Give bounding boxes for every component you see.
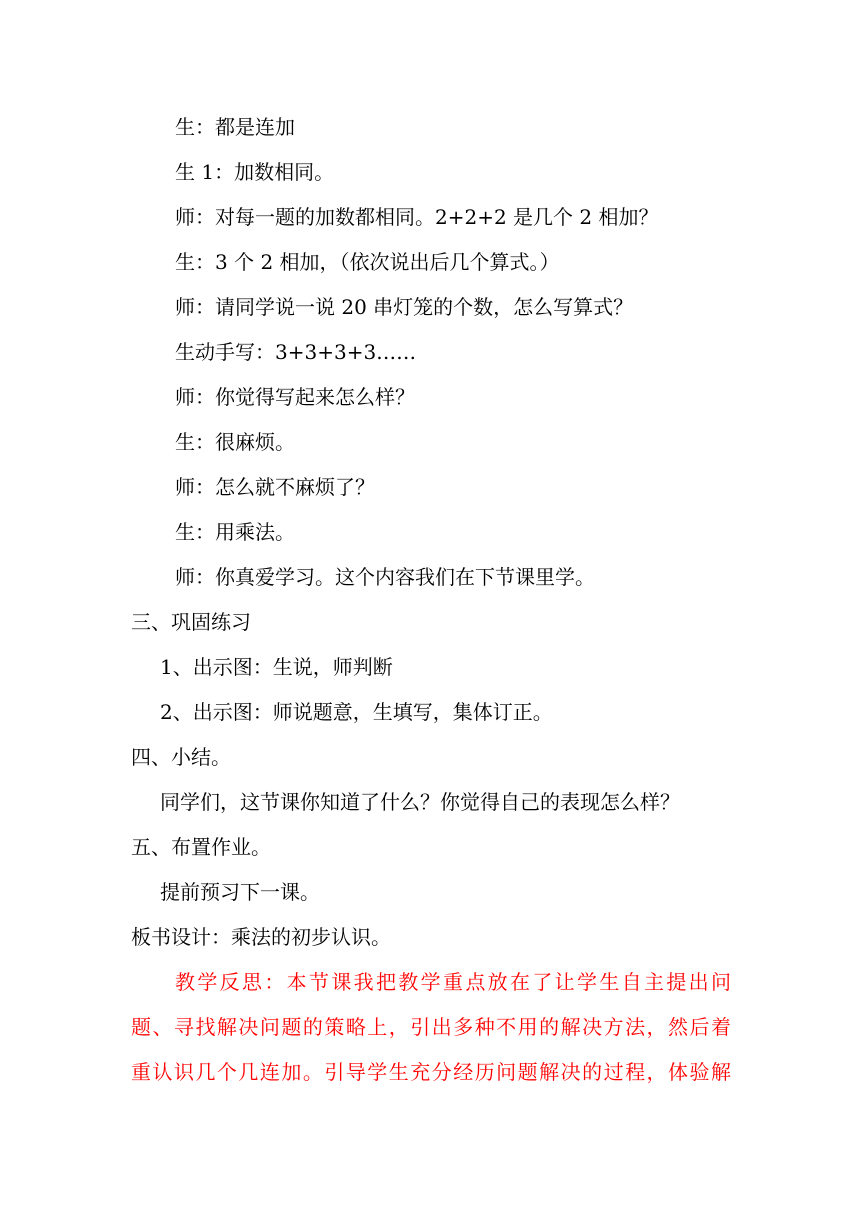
dialogue-line: 生：都是连加 [175, 115, 295, 139]
dialogue-line: 生动手写：3+3+3+3…… [175, 340, 417, 364]
paragraph: 同学们，这节课你知道了什么？你觉得自己的表现怎么样？ [160, 790, 680, 814]
dialogue-line: 师：你觉得写起来怎么样？ [175, 385, 415, 409]
paragraph: 提前预习下一课。 [160, 880, 320, 904]
dialogue-line: 生 1：加数相同。 [175, 160, 335, 184]
section-heading: 三、巩固练习 [131, 610, 251, 634]
dialogue-line: 生：很麻烦。 [175, 430, 295, 454]
dialogue-line: 师：对每一题的加数都相同。2+2+2 是几个 2 相加？ [175, 205, 659, 229]
section-heading: 五、布置作业。 [131, 835, 271, 859]
dialogue-line: 师：你真爱学习。这个内容我们在下节课里学。 [175, 565, 595, 589]
reflection-line: 重认识几个几连加。引导学生充分经历问题解决的过程，体验解 [131, 1060, 731, 1084]
list-item: 2、出示图：师说题意，生填写，集体订正。 [160, 700, 553, 724]
section-heading: 四、小结。 [131, 745, 231, 769]
dialogue-line: 师：请同学说一说 20 串灯笼的个数，怎么写算式？ [175, 295, 634, 319]
reflection-line: 题、寻找解决问题的策略上，引出多种不用的解决方法，然后着 [131, 1015, 731, 1039]
reflection-line: 教学反思：本节课我把教学重点放在了让学生自主提出问 [175, 970, 731, 994]
board-design: 板书设计：乘法的初步认识。 [131, 925, 391, 949]
dialogue-line: 生：3 个 2 相加，（依次说出后几个算式。） [175, 250, 560, 274]
dialogue-line: 师：怎么就不麻烦了？ [175, 475, 375, 499]
list-item: 1、出示图：生说，师判断 [160, 655, 393, 679]
dialogue-line: 生：用乘法。 [175, 520, 295, 544]
